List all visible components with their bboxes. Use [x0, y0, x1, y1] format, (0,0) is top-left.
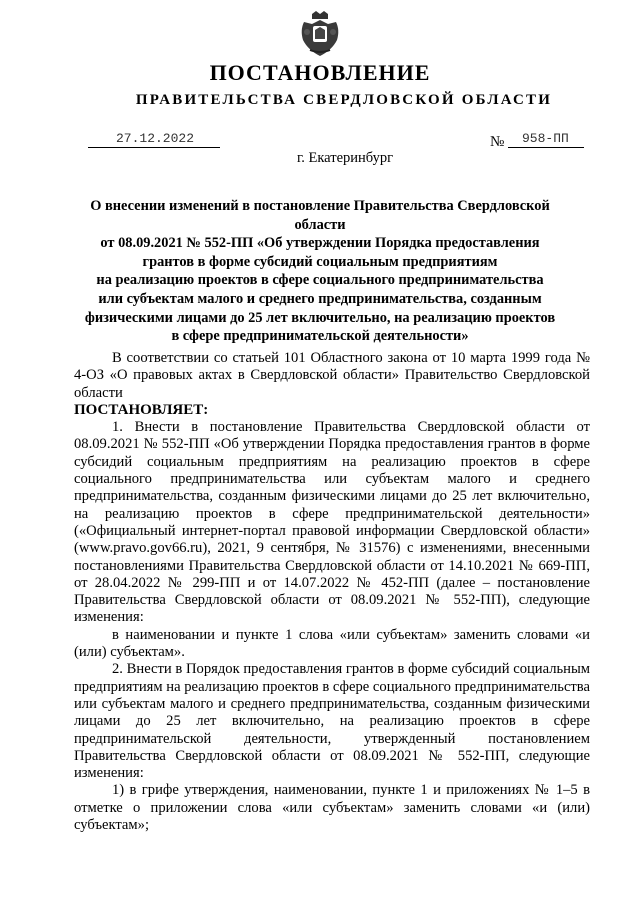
paragraph-2: 2. Внести в Порядок предоставления грантов в форме субсидий социальным предприятиям на реализацию проектов в сфере социального предпринимательства или субъектам малого и среднего предпринимательства, созданным физическими лицами до 25 лет включительно, на реализацию проектов в сфере предпринимательской деятельности, утвержденный постановлением Правительства Свердловской области от 08.09.2021 № 552-ПП, следующие изменения: — [74, 661, 590, 782]
paragraph-1-sub: в наименовании и пункте 1 слова «или субъектам» заменить словами «и (или) субъектам». — [74, 626, 590, 661]
title-line: в сфере предпринимательской деятельности» — [171, 328, 469, 345]
document-number: 958-ПП — [522, 131, 569, 146]
title-line: грантов в форме субсидий социальным предприятиям — [142, 253, 498, 270]
city-label: г. Екатеринбург — [296, 150, 394, 166]
document-subtitle: ПРАВИТЕЛЬСТВА СВЕРДЛОВСКОЙ ОБЛАСТИ — [135, 92, 553, 108]
number-underline — [508, 147, 584, 148]
number-sign: № — [490, 134, 505, 150]
document-title: ПОСТАНОВЛЕНИЕ — [209, 60, 431, 85]
title-line: от 08.09.2021 № 552-ПП «Об утверждении Порядка предоставления — [100, 235, 540, 252]
title-line: или субъектам малого и среднего предпринимательства, созданным — [98, 290, 542, 307]
date-underline — [88, 147, 220, 148]
paragraph-2-sub-1: 1) в грифе утверждения, наименовании, пункте 1 и приложениях № 1–5 в отметке о приложении слова «или субъектам» заменить словами «и (или) субъектам»; — [74, 782, 590, 834]
title-line: О внесении изменений в постановление Правительства Свердловской области — [90, 198, 550, 233]
title-line: физическими лицами до 25 лет включительно, на реализацию проектов — [84, 309, 556, 326]
decree-title — [70, 197, 570, 346]
paragraph-1: 1. Внести в постановление Правительства Свердловской области от 08.09.2021 № 552-ПП «Об утверждении Порядка предоставления грантов в форме субсидий социальным предприятиям на реализацию проектов в сфере социального предпринимательства или субъектам малого и среднего предпринимательства, созданным физическими лицами до 25 лет включительно, на реализацию проектов в сфере предпринимательской деятельности» («Официальный интернет-портал правовой информации Свердловской области» (www.pravo.gov66.ru), 2021, 9 сентября, № 31576) с изменениями, внесенными постановлениями Правительства Свердловской области от 14.10.2021 № 669-ПП, от 28.04.2022 № 299-ПП и от 14.07.2022 № 452-ПП (далее – постановление Правительства Свердловской области от 08.09.2021 № 552-ПП), следующие изменения: — [74, 419, 590, 626]
intro-paragraph: В соответствии со статьей 101 Областного закона от 10 марта 1999 года № 4-ОЗ «О правовых актах в Свердловской области» Правительство Свердловской области — [74, 350, 590, 401]
title-line: на реализацию проектов в сфере социального предпринимательства — [96, 272, 544, 289]
decree-keyword: ПОСТАНОВЛЯЕТ: — [74, 401, 209, 418]
document-body — [74, 350, 590, 834]
coat-of-arms-icon — [298, 10, 342, 58]
document-date: 27.12.2022 — [116, 131, 195, 146]
